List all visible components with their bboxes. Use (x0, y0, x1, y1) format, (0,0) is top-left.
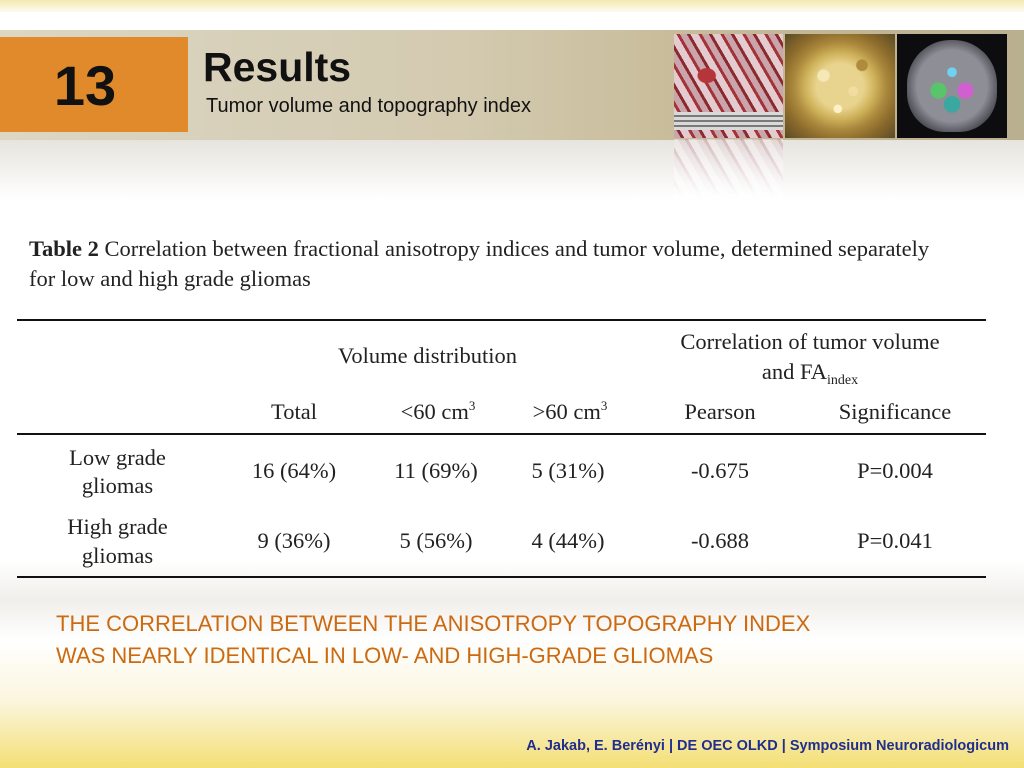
group-header-correlation-line2: and $FA_{index}$ (761, 359, 859, 388)
slide-subtitle: Tumor volume and topography index (206, 95, 531, 117)
cell-total: 16 (64%) (251, 458, 337, 483)
cell-lt60: 11 (69%) (394, 458, 478, 483)
cell-lt60: 5 (56%) (399, 528, 473, 553)
table-caption-text: Correlation between fractional anisotropy indices and tumor volume, determined separately for low and high grade gliomas (29, 236, 930, 291)
column-header-lt60: <60 $cm^3$ (400, 398, 476, 424)
table-header-rule (17, 433, 986, 435)
surgical-vessels-photo (674, 34, 783, 138)
table-bottom-rule (17, 576, 986, 578)
column-header-pearson: Pearson (684, 399, 756, 424)
table-top-rule (17, 319, 986, 321)
cell-pearson: -0.675 (690, 458, 750, 483)
group-header-correlation-line1: Correlation of tumor volume (680, 329, 940, 354)
dti-color-brain-photo (897, 34, 1007, 138)
footer-credits: A. Jakab, E. Berényi | DE OEC OLKD | Symposium Neuroradiologicum (526, 738, 1009, 754)
column-header-gt60: >60 $cm^3$ (532, 398, 608, 424)
group-header-volume: Volume distribution (338, 343, 517, 368)
slide-title: Results (203, 44, 352, 90)
cell-total: 9 (36%) (257, 528, 331, 553)
cell-gt60: 5 (31%) (531, 458, 605, 483)
row-label-line1: Low grade (69, 445, 166, 470)
conclusion-line2: WAS NEARLY IDENTICAL IN LOW- AND HIGH-GRADE GLIOMAS (56, 643, 714, 668)
cell-pearson: -0.688 (690, 528, 750, 553)
column-header-significance: Significance (838, 399, 952, 424)
row-label-line2: gliomas (81, 543, 154, 568)
table-caption-label: Table 2 (29, 236, 99, 261)
column-header-total: Total (271, 399, 317, 424)
slide-number: 13 (53, 54, 117, 117)
cell-significance: P=0.041 (857, 528, 933, 553)
conclusion-line1: THE CORRELATION BETWEEN THE ANISOTROPY TOPOGRAPHY INDEX (56, 611, 811, 636)
slide-number-box (0, 37, 188, 132)
table-caption (29, 234, 959, 294)
row-label-line2: gliomas (81, 473, 154, 498)
top-stripe (0, 0, 1024, 12)
tumor-specimen-photo (785, 34, 895, 138)
conclusion-text (56, 608, 976, 672)
header-shadow (0, 140, 1024, 200)
row-label-line1: High grade (67, 514, 168, 539)
cell-significance: P=0.004 (857, 458, 933, 483)
cell-gt60: 4 (44%) (531, 528, 605, 553)
